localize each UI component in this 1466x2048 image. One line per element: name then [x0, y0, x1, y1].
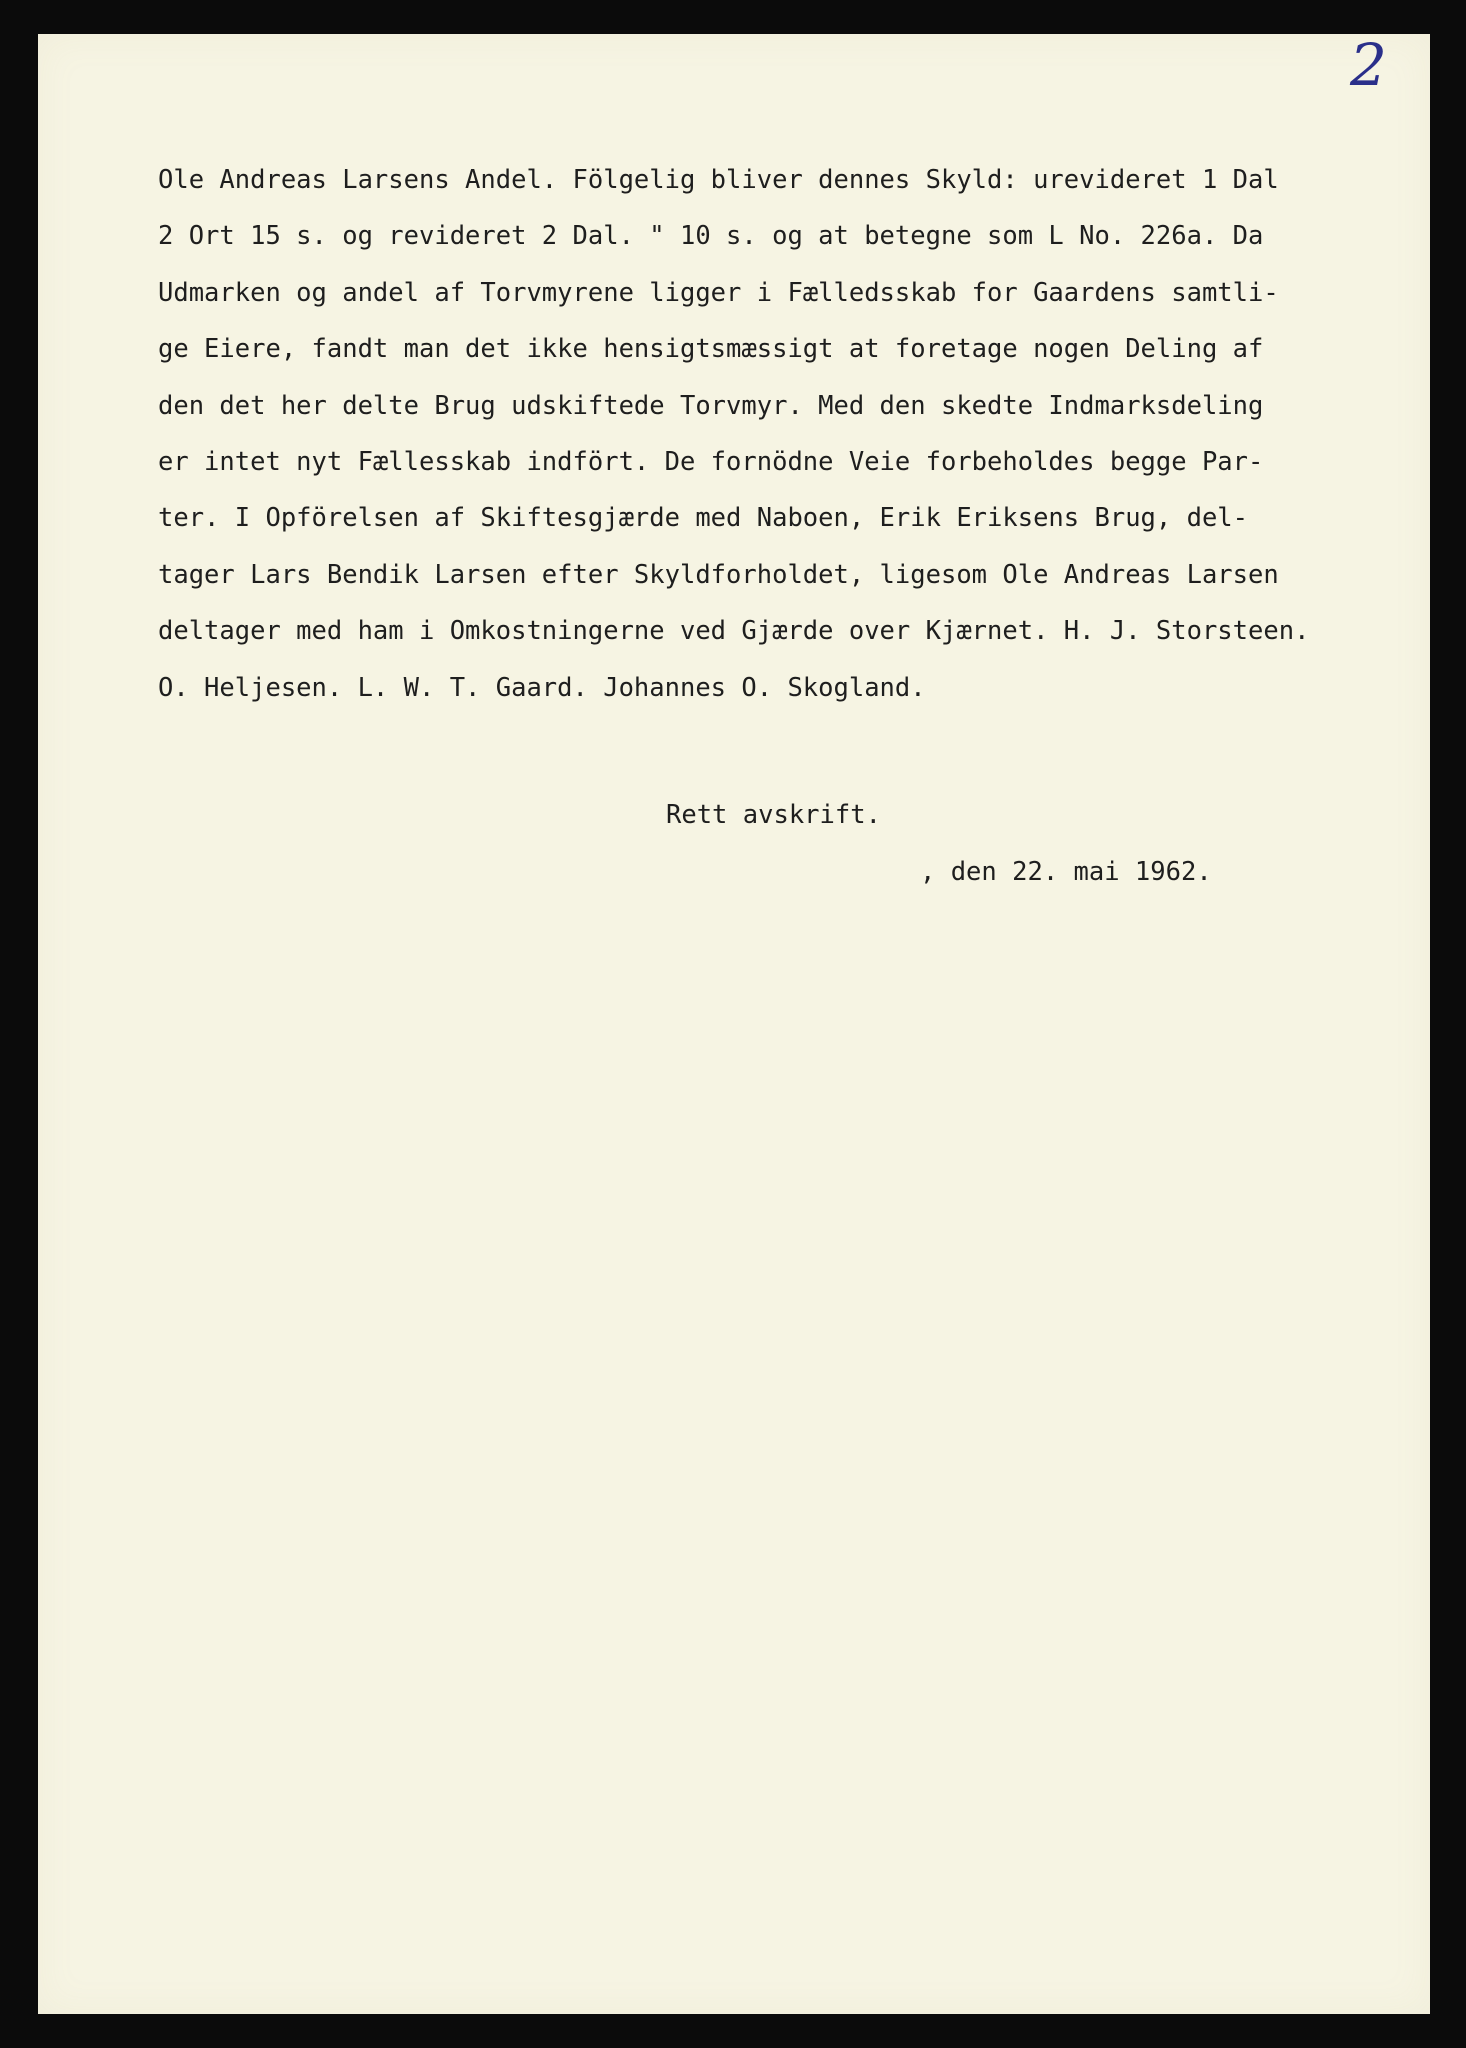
text-line: O. Heljesen. L. W. T. Gaard. Johannes O. Skogland.	[158, 672, 926, 703]
text-line: ge Eiere, fandt man det ikke hensigtsmæssigt at foretage nogen Deling af	[158, 334, 1264, 365]
text-line: deltager med ham i Omkostningerne ved Gjærde over Kjærnet. H. J. Storsteen.	[158, 616, 1310, 647]
text-line: Udmarken og andel af Torvmyrene ligger i Fælledsskab for Gaardens samtli-	[158, 277, 1279, 308]
document-page	[38, 31, 1430, 2014]
text-line: er intet nyt Fællesskab indfört. De fornödne Veie forbeholdes begge Par-	[158, 447, 1264, 478]
text-line: ter. I Opförelsen af Skiftesgjærde med Naboen, Erik Eriksens Brug, del-	[158, 503, 1249, 534]
text-line: den det her delte Brug udskiftede Torvmyr. Med den skedte Indmarksdeling	[158, 390, 1264, 421]
date-line: , den 22. mai 1962.	[920, 857, 1212, 887]
text-line: 2 Ort 15 s. og revideret 2 Dal. " 10 s. og at betegne som L No. 226a. Da	[158, 221, 1264, 252]
text-line: Ole Andreas Larsens Andel. Fölgelig bliver dennes Skyld: urevideret 1 Dal	[158, 165, 1279, 195]
text-line: tager Lars Bendik Larsen efter Skyldforholdet, ligesom Ole Andreas Larsen	[158, 559, 1279, 590]
handwritten-page-number: 2	[1350, 31, 1387, 99]
body-text	[158, 152, 1428, 716]
certification-note: Rett avskrift.	[666, 800, 881, 830]
